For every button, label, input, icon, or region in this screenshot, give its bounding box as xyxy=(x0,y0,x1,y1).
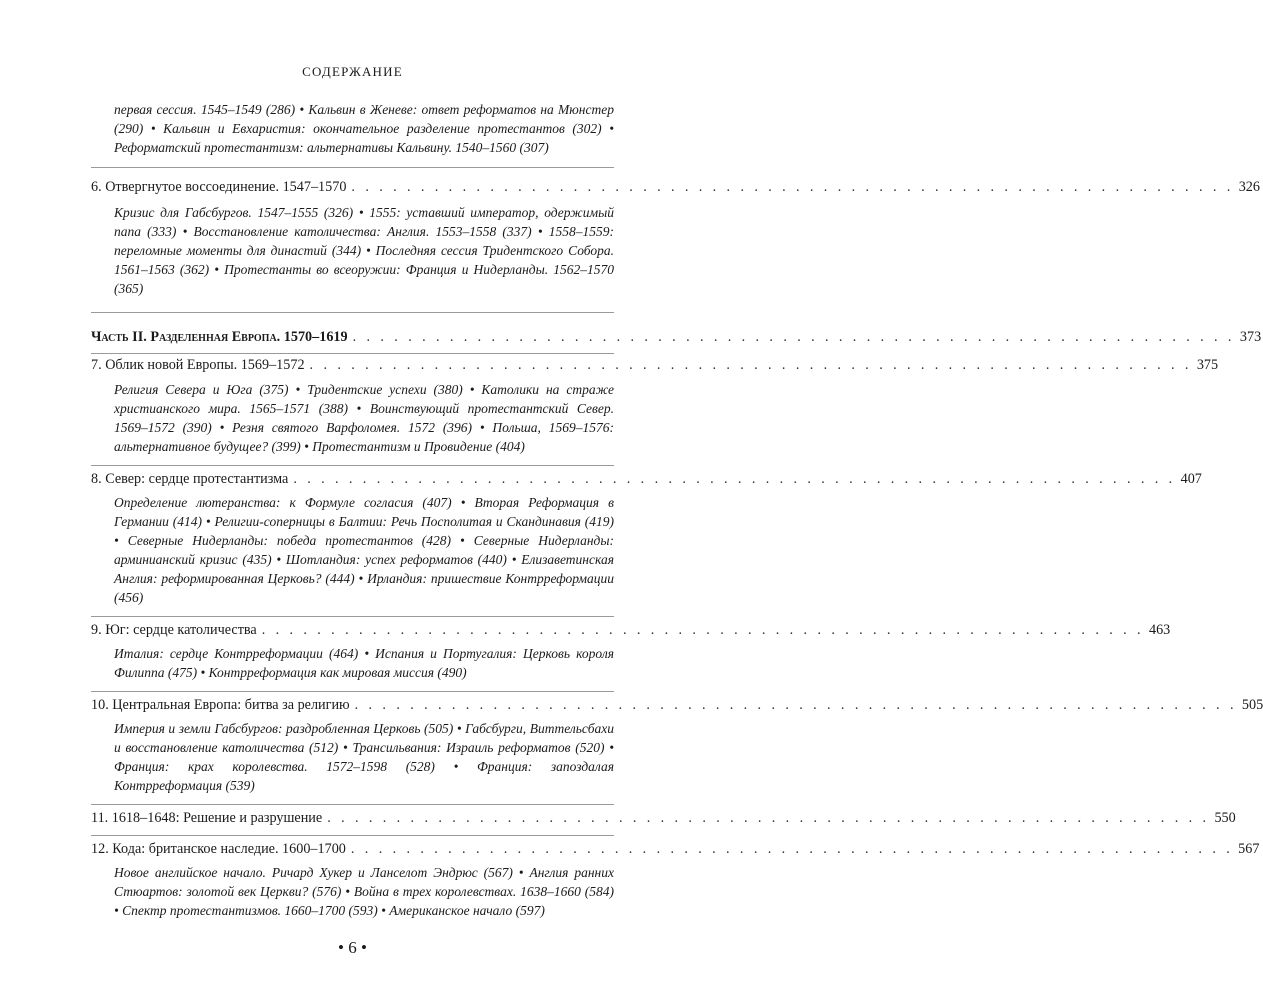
leader-dots: . . . . . . . . . . . . . . . . . . . . . . . . . . . . . . . . . . . . . . . . . . . . . . . . . . . . . . . . . . . . . . . . xyxy=(350,841,1234,857)
running-header: СОДЕРЖАНИЕ xyxy=(302,64,403,79)
chapter12-subsections: Новое английское начало. Ричард Хукер и Ланселот Эндрюс (567) • Англия ранних Стюартов: золотой век Церкви? (576) • Война в трех королевствах. 1638–1660 (584) • Спектр протестантизмов. 1660–1700 (593) • Американское начало (597) xyxy=(114,865,614,918)
entry-page: 375 xyxy=(1196,357,1219,373)
part-title: Часть II. Разделенная Европа. 1570–1619 xyxy=(91,329,348,345)
chapter10-subsections: Империя и земли Габсбургов: раздробленная Церковь (505) • Габсбурги, Виттельсбахи и восстановление католичества (512) • Трансильвания: Израиль реформатов (520) • Франция: крах королевства. 1572–1598 (528) • Франция: запоздалая Контрреформация (539) xyxy=(114,721,614,793)
leader-dots: . . . . . . . . . . . . . . . . . . . . . . . . . . . . . . . . . . . . . . . . . . . . . . . . . . . . . . . . . . . . . . . . xyxy=(354,697,1237,713)
entry-page: 463 xyxy=(1148,622,1171,638)
entry-title: 10. Центральная Европа: битва за религию xyxy=(91,697,350,713)
leader-dots: . . . . . . . . . . . . . . . . . . . . . . . . . . . . . . . . . . . . . . . . . . . . . . . . . . . . . . . . . . . . . . . . xyxy=(293,471,1176,487)
leader-dots: . . . . . . . . . . . . . . . . . . . . . . . . . . . . . . . . . . . . . . . . . . . . . . . . . . . . . . . . . . . . . . . . xyxy=(351,179,1234,195)
separator xyxy=(91,465,614,466)
entry-page: 505 xyxy=(1241,697,1263,713)
entry-page: 326 xyxy=(1238,179,1260,195)
toc-entry-chapter-10 xyxy=(91,695,1263,715)
entry-title: 12. Кода: британское наследие. 1600–1700 xyxy=(91,841,346,857)
toc-entry-chapter-6 xyxy=(91,177,1260,197)
entry-page: 373 xyxy=(1239,329,1262,345)
separator xyxy=(91,835,614,836)
leader-dots: . . . . . . . . . . . . . . . . . . . . . . . . . . . . . . . . . . . . . . . . . . . . . . . . . . . . . . . . . . . . . . . . xyxy=(327,810,1210,826)
entry-title: 6. Отвергнутое воссоединение. 1547–1570 xyxy=(91,179,347,195)
entry-page: 567 xyxy=(1238,841,1260,857)
separator xyxy=(91,691,614,692)
entry-title: 11. 1618–1648: Решение и разрушение xyxy=(91,810,323,826)
toc-entry-chapter-12 xyxy=(91,839,1260,859)
chapter8-subsections: Определение лютеранства: к Формуле согласия (407) • Вторая Реформация в Германии (414) • Религии-соперницы в Балтии: Речь Посполитая и Скандинавия (419) • Северные Нидерланды: победа протестантов (428) • Северные Нидерланды: арминианский кризис (435) • Шотландия: успех реформатов (440) • Елизаветинская Англия: реформированная Церковь? (444) • Ирландия: пришествие Контрреформации (456) xyxy=(114,495,614,605)
entry-title: 9. Юг: сердце католичества xyxy=(91,622,257,638)
chapter5-subsections: первая сессия. 1545–1549 (286) • Кальвин в Женеве: ответ реформатов на Мюнстер (290) • Кальвин и Евхаристия: окончательное разделение протестантов (302) • Реформатский протестантизм: альтернативы Кальвину. 1540–1560 (307) xyxy=(114,102,614,155)
chapter9-subsections: Италия: сердце Контрреформации (464) • Испания и Португалия: Церковь короля Филиппа (475) • Контрреформация как мировая миссия (490) xyxy=(114,646,614,680)
chapter6-subsections: Кризис для Габсбургов. 1547–1555 (326) • 1555: уставший император, одержимый папа (333) • Восстановление католичества: Англия. 1553–1558 (337) • 1558–1559: переломные моменты для династий (344) • Последняя сессия Тридентского Собора. 1561–1563 (362) • Протестанты во всеоружии: Франция и Нидерланды. 1562–1570 (365) xyxy=(114,205,614,296)
leader-dots: . . . . . . . . . . . . . . . . . . . . . . . . . . . . . . . . . . . . . . . . . . . . . . . . . . . . . . . . . . . . . . . . xyxy=(309,357,1192,373)
page-number: • 6 • xyxy=(338,938,367,957)
leader-dots: . . . . . . . . . . . . . . . . . . . . . . . . . . . . . . . . . . . . . . . . . . . . . . . . . . . . . . . . . . . . . . . . xyxy=(261,622,1144,638)
entry-title: 8. Север: сердце протестантизма xyxy=(91,471,289,487)
toc-entry-chapter-8 xyxy=(91,469,1202,489)
toc-entry-part-2 xyxy=(91,327,1262,347)
entry-page: 550 xyxy=(1214,810,1236,826)
toc-entry-chapter-7 xyxy=(91,355,1219,375)
separator xyxy=(91,804,614,805)
chapter7-subsections: Религия Севера и Юга (375) • Тридентские успехи (380) • Католики на страже христианского мира. 1565–1571 (388) • Воинствующий протестантский Север. 1569–1572 (390) • Резня святого Варфоломея. 1572 (396) • Польша, 1569–1576: альтернативное будущее? (399) • Протестантизм и Провидение (404) xyxy=(114,382,614,454)
separator xyxy=(91,353,614,354)
leader-dots: . . . . . . . . . . . . . . . . . . . . . . . . . . . . . . . . . . . . . . . . . . . . . . . . . . . . . . . . . . . . . . . . xyxy=(352,329,1235,345)
toc-content xyxy=(91,100,1263,920)
separator xyxy=(91,616,614,617)
separator xyxy=(91,312,614,313)
toc-entry-chapter-9 xyxy=(91,620,1171,640)
toc-entry-chapter-11 xyxy=(91,808,1236,828)
separator xyxy=(91,167,614,168)
entry-page: 407 xyxy=(1180,471,1202,487)
entry-title: 7. Облик новой Европы. 1569–1572 xyxy=(91,357,305,373)
